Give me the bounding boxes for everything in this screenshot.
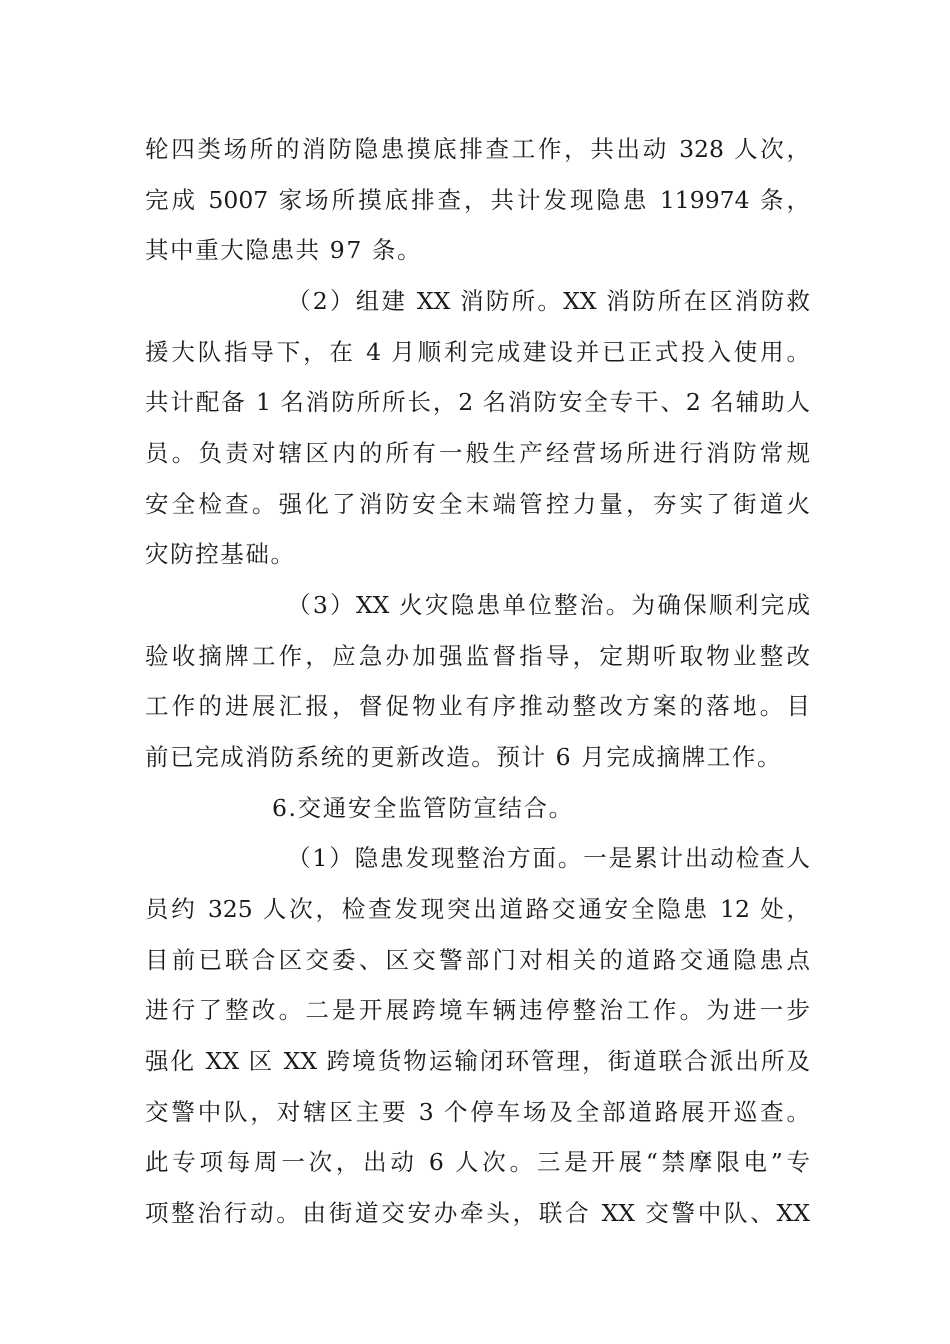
paragraph-line: 灾防控基础。 bbox=[145, 540, 296, 568]
paragraph-line: 员约 325 人次，检查发现突出道路交通安全隐患 12 处， bbox=[145, 895, 810, 923]
paragraph-line: 完成 5007 家场所摸底排查，共计发现隐患 119974 条， bbox=[145, 186, 810, 214]
paragraph-line: （1）隐患发现整治方面。一是累计出动检查人 bbox=[287, 844, 810, 872]
paragraph-line: 安全检查。强化了消防安全末端管控力量，夯实了街道火 bbox=[145, 490, 810, 518]
paragraph-line: 共计配备 1 名消防所所长，2 名消防安全专干、2 名辅助人 bbox=[145, 388, 810, 416]
paragraph-line: 其中重大隐患共 97 条。 bbox=[145, 236, 423, 264]
paragraph-line: 强化 XX 区 XX 跨境货物运输闭环管理，街道联合派出所及 bbox=[145, 1047, 810, 1075]
section-heading: 6.交通安全监管防宣结合。 bbox=[272, 794, 574, 822]
paragraph-line: （3）XX 火灾隐患单位整治。为确保顺利完成 bbox=[287, 591, 810, 619]
paragraph-line: 前已完成消防系统的更新改造。预计 6 月完成摘牌工作。 bbox=[145, 743, 783, 771]
paragraph-line: 轮四类场所的消防隐患摸底排查工作，共出动 328 人次， bbox=[145, 135, 810, 163]
paragraph-line: 交警中队，对辖区主要 3 个停车场及全部道路展开巡查。 bbox=[145, 1098, 810, 1126]
paragraph-line: 验收摘牌工作，应急办加强监督指导，定期听取物业整改 bbox=[145, 642, 810, 670]
paragraph-line: 目前已联合区交委、区交警部门对相关的道路交通隐患点 bbox=[145, 946, 810, 974]
paragraph-line: 此专项每周一次，出动 6 人次。三是开展“禁摩限电”专 bbox=[145, 1148, 810, 1176]
paragraph-line: 项整治行动。由街道交安办牵头，联合 XX 交警中队、XX bbox=[145, 1199, 810, 1227]
paragraph-line: 援大队指导下，在 4 月顺利完成建设并已正式投入使用。 bbox=[145, 338, 810, 366]
paragraph-line: （2）组建 XX 消防所。XX 消防所在区消防救 bbox=[287, 287, 810, 315]
paragraph-line: 工作的进展汇报，督促物业有序推动整改方案的落地。目 bbox=[145, 692, 810, 720]
paragraph-line: 员。负责对辖区内的所有一般生产经营场所进行消防常规 bbox=[145, 439, 810, 467]
paragraph-line: 进行了整改。二是开展跨境车辆违停整治工作。为进一步 bbox=[145, 996, 810, 1024]
